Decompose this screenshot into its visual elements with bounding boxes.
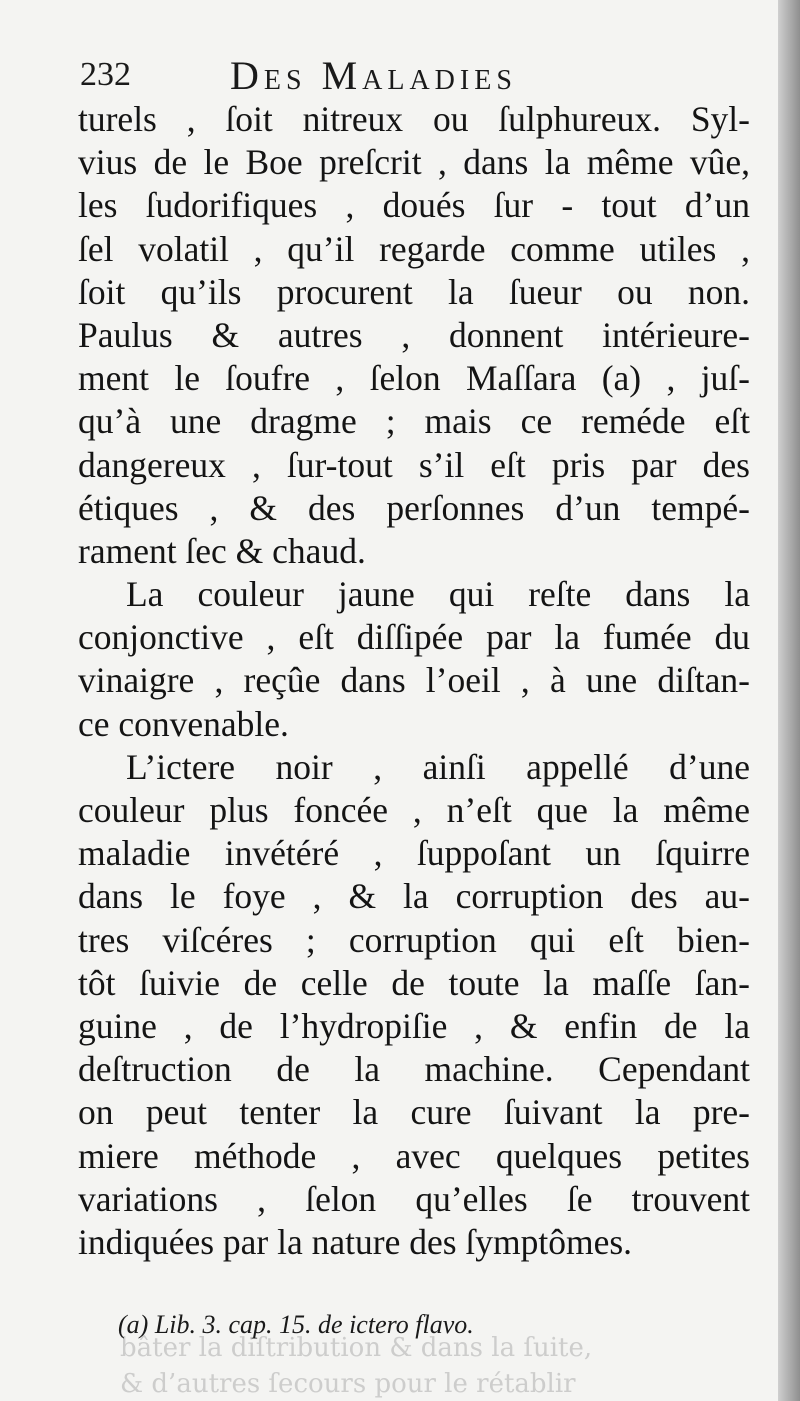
text-line: miere méthode , avec quelques petites [78,1135,750,1176]
text-line: Paulus & autres , donnent intérieure- [78,314,750,355]
text-line: La couleur jaune qui reſte dans la [126,574,750,615]
text-line: maladie invétéré , ſuppoſant un ſquirre [78,833,750,874]
text-line: ment le ſoufre , ſelon Maſſara (a) , juſ- [78,358,750,399]
text-line: dangereux , ſur-tout s’il eſt pris par des [78,444,750,485]
page-number: 232 [80,56,131,93]
text-line: ſoit qu’ils procurent la ſueur ou non. [78,271,750,312]
text-line: ſel volatil , qu’il regarde comme utiles , [78,228,750,269]
page-edge-shadow [778,0,800,1401]
text-line: turels , ſoit nitreux ou ſulphureux. Syl- [78,99,750,139]
text-line: vinaigre , reçûe dans l’oeil , à une diſtan- [78,660,750,701]
show-through-text: bâter la diſtribution & dans la ſuite, & d’autres ſecours pour le rétablir [120,1333,593,1399]
text-line: variations , ſelon qu’elles ſe trouvent [78,1178,750,1219]
text-line: L’ictere noir , ainſi appellé d’une [126,746,750,787]
page-header [80,52,740,102]
text-line: ce convenable. [78,703,289,744]
text-line: dans le foye , & la corruption des au- [78,876,750,917]
text-line: deſtruction de la machine. Cependant [78,1049,750,1090]
text-line: qu’à une dragme ; mais ce reméde eſt [78,401,750,442]
text-line: étiques , & des perſonnes d’un tempé- [78,487,750,528]
main-text [78,98,750,1264]
text-line: les ſudorifiques , doués ſur - tout d’un [78,185,750,226]
running-title: Des Maladies [230,53,517,98]
text-line: tres viſcéres ; corruption qui eſt bien- [78,919,750,960]
text-line: conjonctive , eſt diſſipée par la fumée du [78,617,750,658]
text-line: couleur plus foncée , n’eſt que la même [78,790,750,830]
text-line: guine , de l’hydropiſie , & enfin de la [78,1005,750,1046]
footnote: (a) Lib. 3. cap. 15. de ictero flavo. [118,1310,474,1339]
text-line: indiquées par la nature des ſymptômes. [78,1221,633,1262]
text-line: tôt ſuivie de celle de toute la maſſe ſan- [78,962,750,1003]
text-line: on peut tenter la cure ſuivant la pre- [78,1092,750,1133]
text-line: rament ſec & chaud. [78,530,366,571]
text-line: vius de le Boe preſcrit , dans la même vûe, [78,142,750,183]
